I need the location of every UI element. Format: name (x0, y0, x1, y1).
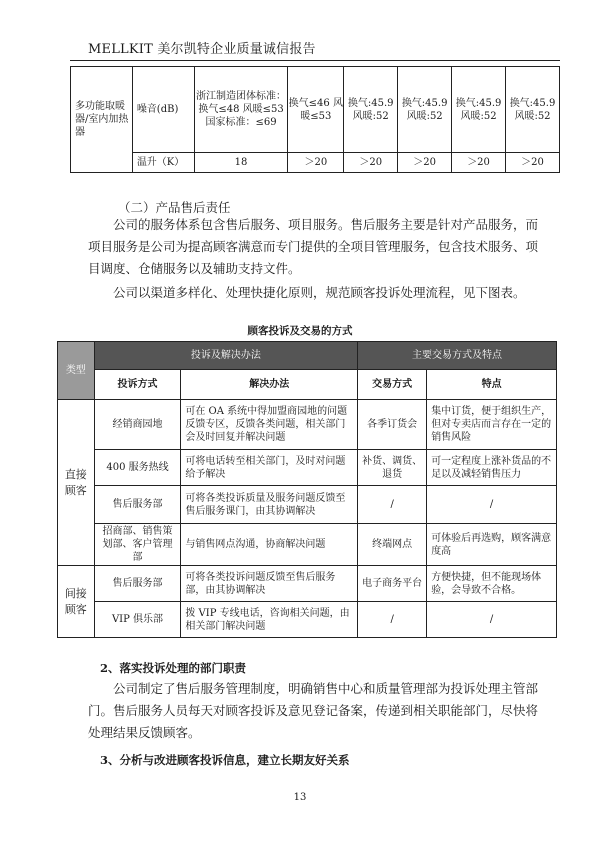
paragraph: 公司以渠道多样化、处理快捷化原则，规范顾客投诉处理流程，见下图表。 (113, 285, 526, 300)
table-cell: / (427, 602, 557, 638)
column-header: 特点 (427, 370, 557, 400)
paragraph: 公司制定了售后服务管理制度，明确销售中心和质量管理部为投诉处理主管部门。售后服务人员每天对顾客投诉及意见登记备案，传递到相关职能部门，尽快将处理结果反馈顾客。 (88, 681, 539, 740)
table-caption: 顾客投诉及交易的方式 (247, 325, 353, 337)
spec-table (70, 66, 560, 173)
table-cell: 电子商务平台 (358, 566, 427, 602)
page-number: 13 (293, 792, 307, 803)
table-cell: 方便快捷，但不能现场体验，会导致不合格。 (427, 566, 557, 602)
table-cell: 补货、调货、退货 (358, 450, 427, 486)
table-cell: 与销售网点沟通，协商解决问题 (181, 524, 358, 566)
temp-rise-value: ＞20 (506, 153, 560, 173)
page-header: MELLKIT 美尔凯特企业质量诚信报告 (88, 42, 316, 57)
table-cell: 售后服务部 (94, 486, 181, 524)
table-cell: 经销商园地 (94, 400, 181, 450)
type-header: 类型 (58, 342, 95, 400)
temp-rise-value: ＞20 (398, 153, 452, 173)
section-heading: 3、分析与改进顾客投诉信息，建立长期友好关系 (100, 753, 350, 767)
table-cell: 集中订货，便于组织生产，但对专卖店而言存在一定的销售风险 (427, 400, 557, 450)
product-name: 多功能取暖器/室内加热器 (71, 67, 133, 173)
table-cell: 可在 OA 系统中得加盟商园地的问题反馈专区，反馈各类问题，相关部门会及时回复并解决问题 (181, 400, 358, 450)
noise-value: 换气:45.9 风暖:52 (452, 67, 506, 153)
header-rule (70, 60, 560, 61)
table-cell: 拨 VIP 专线电话，咨询相关问题，由相关部门解决问题 (181, 602, 358, 638)
noise-value: 换气:45.9 风暖:52 (506, 67, 560, 153)
noise-value: 换气≤46 风暖≤53 (288, 67, 344, 153)
trade-header: 主要交易方式及特点 (358, 342, 557, 370)
temp-rise-label: 温升（K） (132, 153, 194, 173)
paragraph: 公司的服务体系包含售后服务、项目服务。售后服务主要是针对产品服务，而项目服务是公司为提高顾客满意而专门提供的全项目管理服务，包含技术服务、项目调度、仓储服务以及辅助支持文件。 (88, 217, 539, 276)
complaint-table (57, 341, 557, 638)
table-cell: 可将电话转至相关部门，及时对问题给予解决 (181, 450, 358, 486)
temp-rise-standard: 18 (194, 153, 288, 173)
group-label: 间接顾客 (58, 566, 95, 638)
table-cell: 可将各类投诉质量及服务问题反馈至售后服务课门，由其协调解决 (181, 486, 358, 524)
noise-value: 换气:45.9 风暖:52 (344, 67, 398, 153)
section-title: （二）产品售后责任 (118, 200, 231, 215)
table-cell: / (358, 486, 427, 524)
noise-value: 换气:45.9 风暖:52 (398, 67, 452, 153)
column-header: 投诉方式 (94, 370, 181, 400)
column-header: 交易方式 (358, 370, 427, 400)
noise-standard: 浙江制造团体标准：换气≤48 风暖≤53 国家标准：≤69 (194, 67, 288, 153)
temp-rise-value: ＞20 (452, 153, 506, 173)
group-label: 直接顾客 (58, 400, 95, 566)
section-heading: 2、落实投诉处理的部门职责 (100, 661, 247, 675)
table-cell: 终端网点 (358, 524, 427, 566)
temp-rise-value: ＞20 (344, 153, 398, 173)
table-cell: 400 服务热线 (94, 450, 181, 486)
table-cell: 各季订货会 (358, 400, 427, 450)
table-cell: 可将各类投诉问题反馈至售后服务部，由其协调解决 (181, 566, 358, 602)
table-cell: / (358, 602, 427, 638)
table-cell: VIP 俱乐部 (94, 602, 181, 638)
table-cell: 售后服务部 (94, 566, 181, 602)
table-cell: / (427, 486, 557, 524)
table-cell: 招商部、销售策划部、客户管理部 (94, 524, 181, 566)
temp-rise-value: ＞20 (288, 153, 344, 173)
table-cell: 可一定程度上涨补货品的不足以及减轻销售压力 (427, 450, 557, 486)
noise-label: 噪音(dB) (132, 67, 194, 153)
complaint-header: 投诉及解决办法 (94, 342, 357, 370)
column-header: 解决办法 (181, 370, 358, 400)
table-cell: 可体验后再选购，顾客满意度高 (427, 524, 557, 566)
